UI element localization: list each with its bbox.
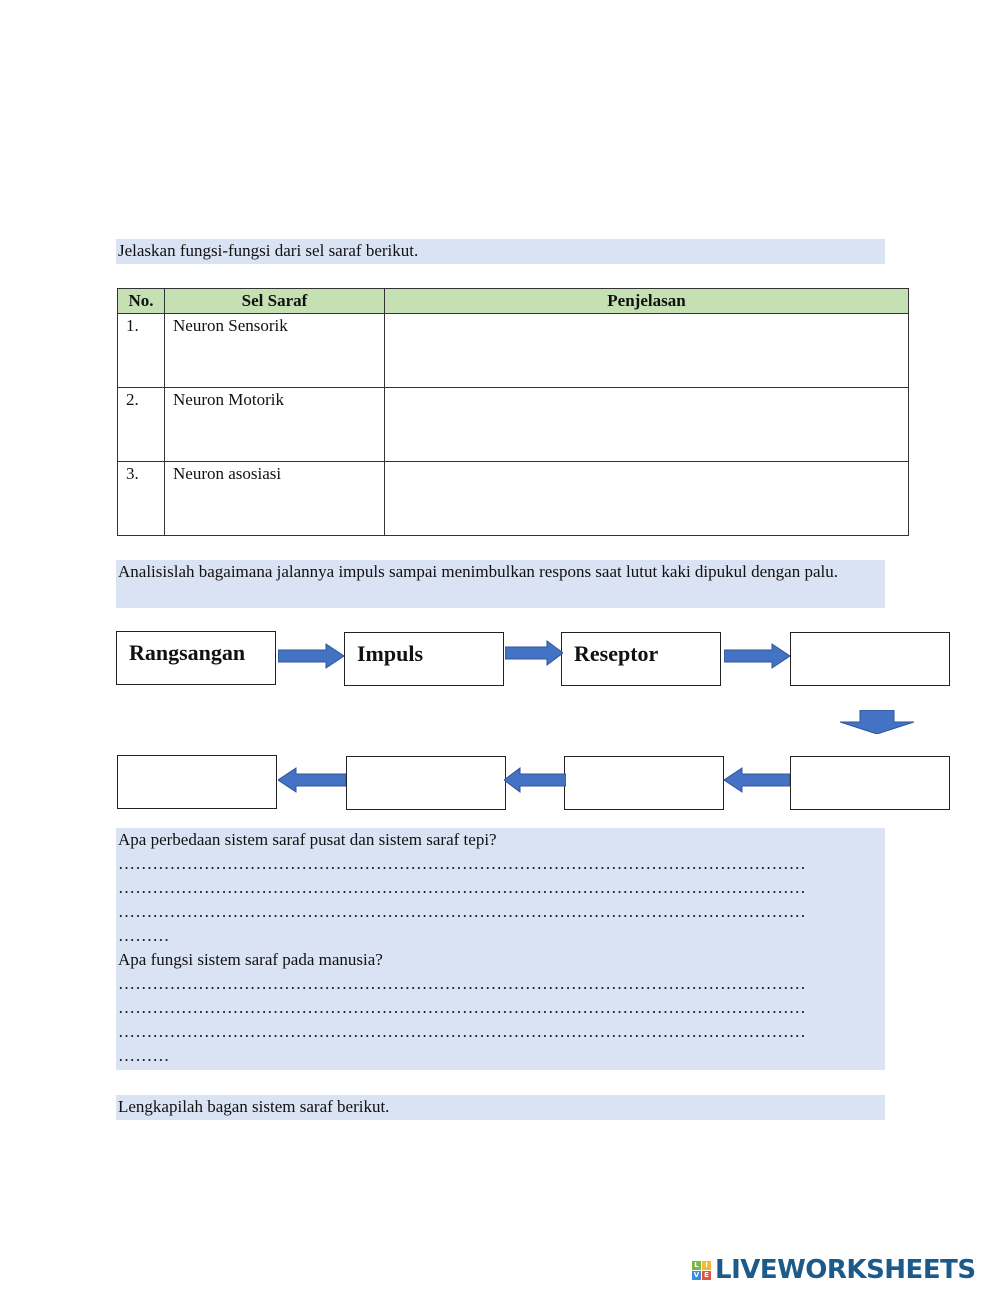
- flow-box-answer[interactable]: [564, 756, 724, 810]
- neuron-table: [117, 288, 909, 536]
- instruction-complete-chart: [116, 1095, 885, 1120]
- instruction-impulse-analysis: [116, 560, 885, 608]
- row-number: 2.: [118, 388, 165, 462]
- logo-mark-icon: [692, 1261, 711, 1280]
- header-sel-saraf: Sel Saraf: [165, 289, 385, 314]
- flow-box-answer[interactable]: [790, 756, 950, 810]
- arrow-down-icon: [840, 710, 914, 734]
- row-cell-name: Neuron Sensorik: [165, 314, 385, 388]
- arrow-right-icon: [278, 643, 344, 669]
- flow-box-answer[interactable]: [790, 632, 950, 686]
- row-explanation-input[interactable]: [385, 314, 909, 388]
- row-explanation-input[interactable]: [385, 462, 909, 536]
- flow-box-reseptor: [561, 632, 721, 686]
- flow-box-impuls: [344, 632, 504, 686]
- instruction-text: Lengkapilah bagan sistem saraf berikut.: [118, 1097, 390, 1116]
- questions-block: [116, 828, 885, 1070]
- row-cell-name: Neuron asosiasi: [165, 462, 385, 536]
- flow-box-rangsangan: [116, 631, 276, 685]
- answer-line[interactable]: …………………………………………………………………………………………………………: [118, 878, 806, 897]
- flow-box-answer[interactable]: [346, 756, 506, 810]
- logo-mark-letter: E: [702, 1271, 711, 1280]
- logo-mark-letter: I: [702, 1261, 711, 1270]
- table-row: [118, 462, 909, 536]
- header-no: No.: [118, 289, 165, 314]
- answer-line[interactable]: …………………………………………………………………………………………………………: [118, 974, 806, 993]
- row-number: 3.: [118, 462, 165, 536]
- answer-line[interactable]: …………………………………………………………………………………………………………: [118, 902, 806, 921]
- arrow-left-icon: [724, 767, 790, 793]
- arrow-right-icon: [724, 643, 790, 669]
- table-row: [118, 314, 909, 388]
- arrow-left-icon: [504, 767, 566, 793]
- header-penjelasan: Penjelasan: [385, 289, 909, 314]
- flow-box-answer[interactable]: [117, 755, 277, 809]
- logo-mark-letter: L: [692, 1261, 701, 1270]
- flow-label: Reseptor: [574, 641, 659, 666]
- question-2: Apa fungsi sistem saraf pada manusia?: [118, 950, 383, 969]
- row-explanation-input[interactable]: [385, 388, 909, 462]
- answer-line[interactable]: …………………………………………………………………………………………………………: [118, 1022, 806, 1041]
- answer-line[interactable]: …………………………………………………………………………………………………………: [118, 998, 806, 1017]
- answer-line[interactable]: ………: [118, 926, 170, 945]
- logo-text: LIVEWORKSHEETS: [715, 1255, 976, 1285]
- instruction-cell-functions: [116, 239, 885, 264]
- table-header-row: [118, 289, 909, 314]
- arrow-left-icon: [278, 767, 346, 793]
- flow-label: Rangsangan: [129, 640, 246, 665]
- row-cell-name: Neuron Motorik: [165, 388, 385, 462]
- table-row: [118, 388, 909, 462]
- question-1: Apa perbedaan sistem saraf pusat dan sistem saraf tepi?: [118, 830, 497, 849]
- flow-label: Impuls: [357, 641, 424, 666]
- logo-mark-letter: V: [693, 1270, 700, 1279]
- answer-line[interactable]: ………: [118, 1046, 170, 1065]
- answer-line[interactable]: …………………………………………………………………………………………………………: [118, 854, 806, 873]
- liveworksheets-logo: [692, 1255, 976, 1285]
- instruction-text: Analisislah bagaimana jalannya impuls sampai menimbulkan respons saat lutut kaki dipukul dengan palu.: [118, 562, 838, 581]
- row-number: 1.: [118, 314, 165, 388]
- instruction-text: Jelaskan fungsi-fungsi dari sel saraf berikut.: [118, 241, 419, 260]
- arrow-right-icon: [505, 640, 563, 666]
